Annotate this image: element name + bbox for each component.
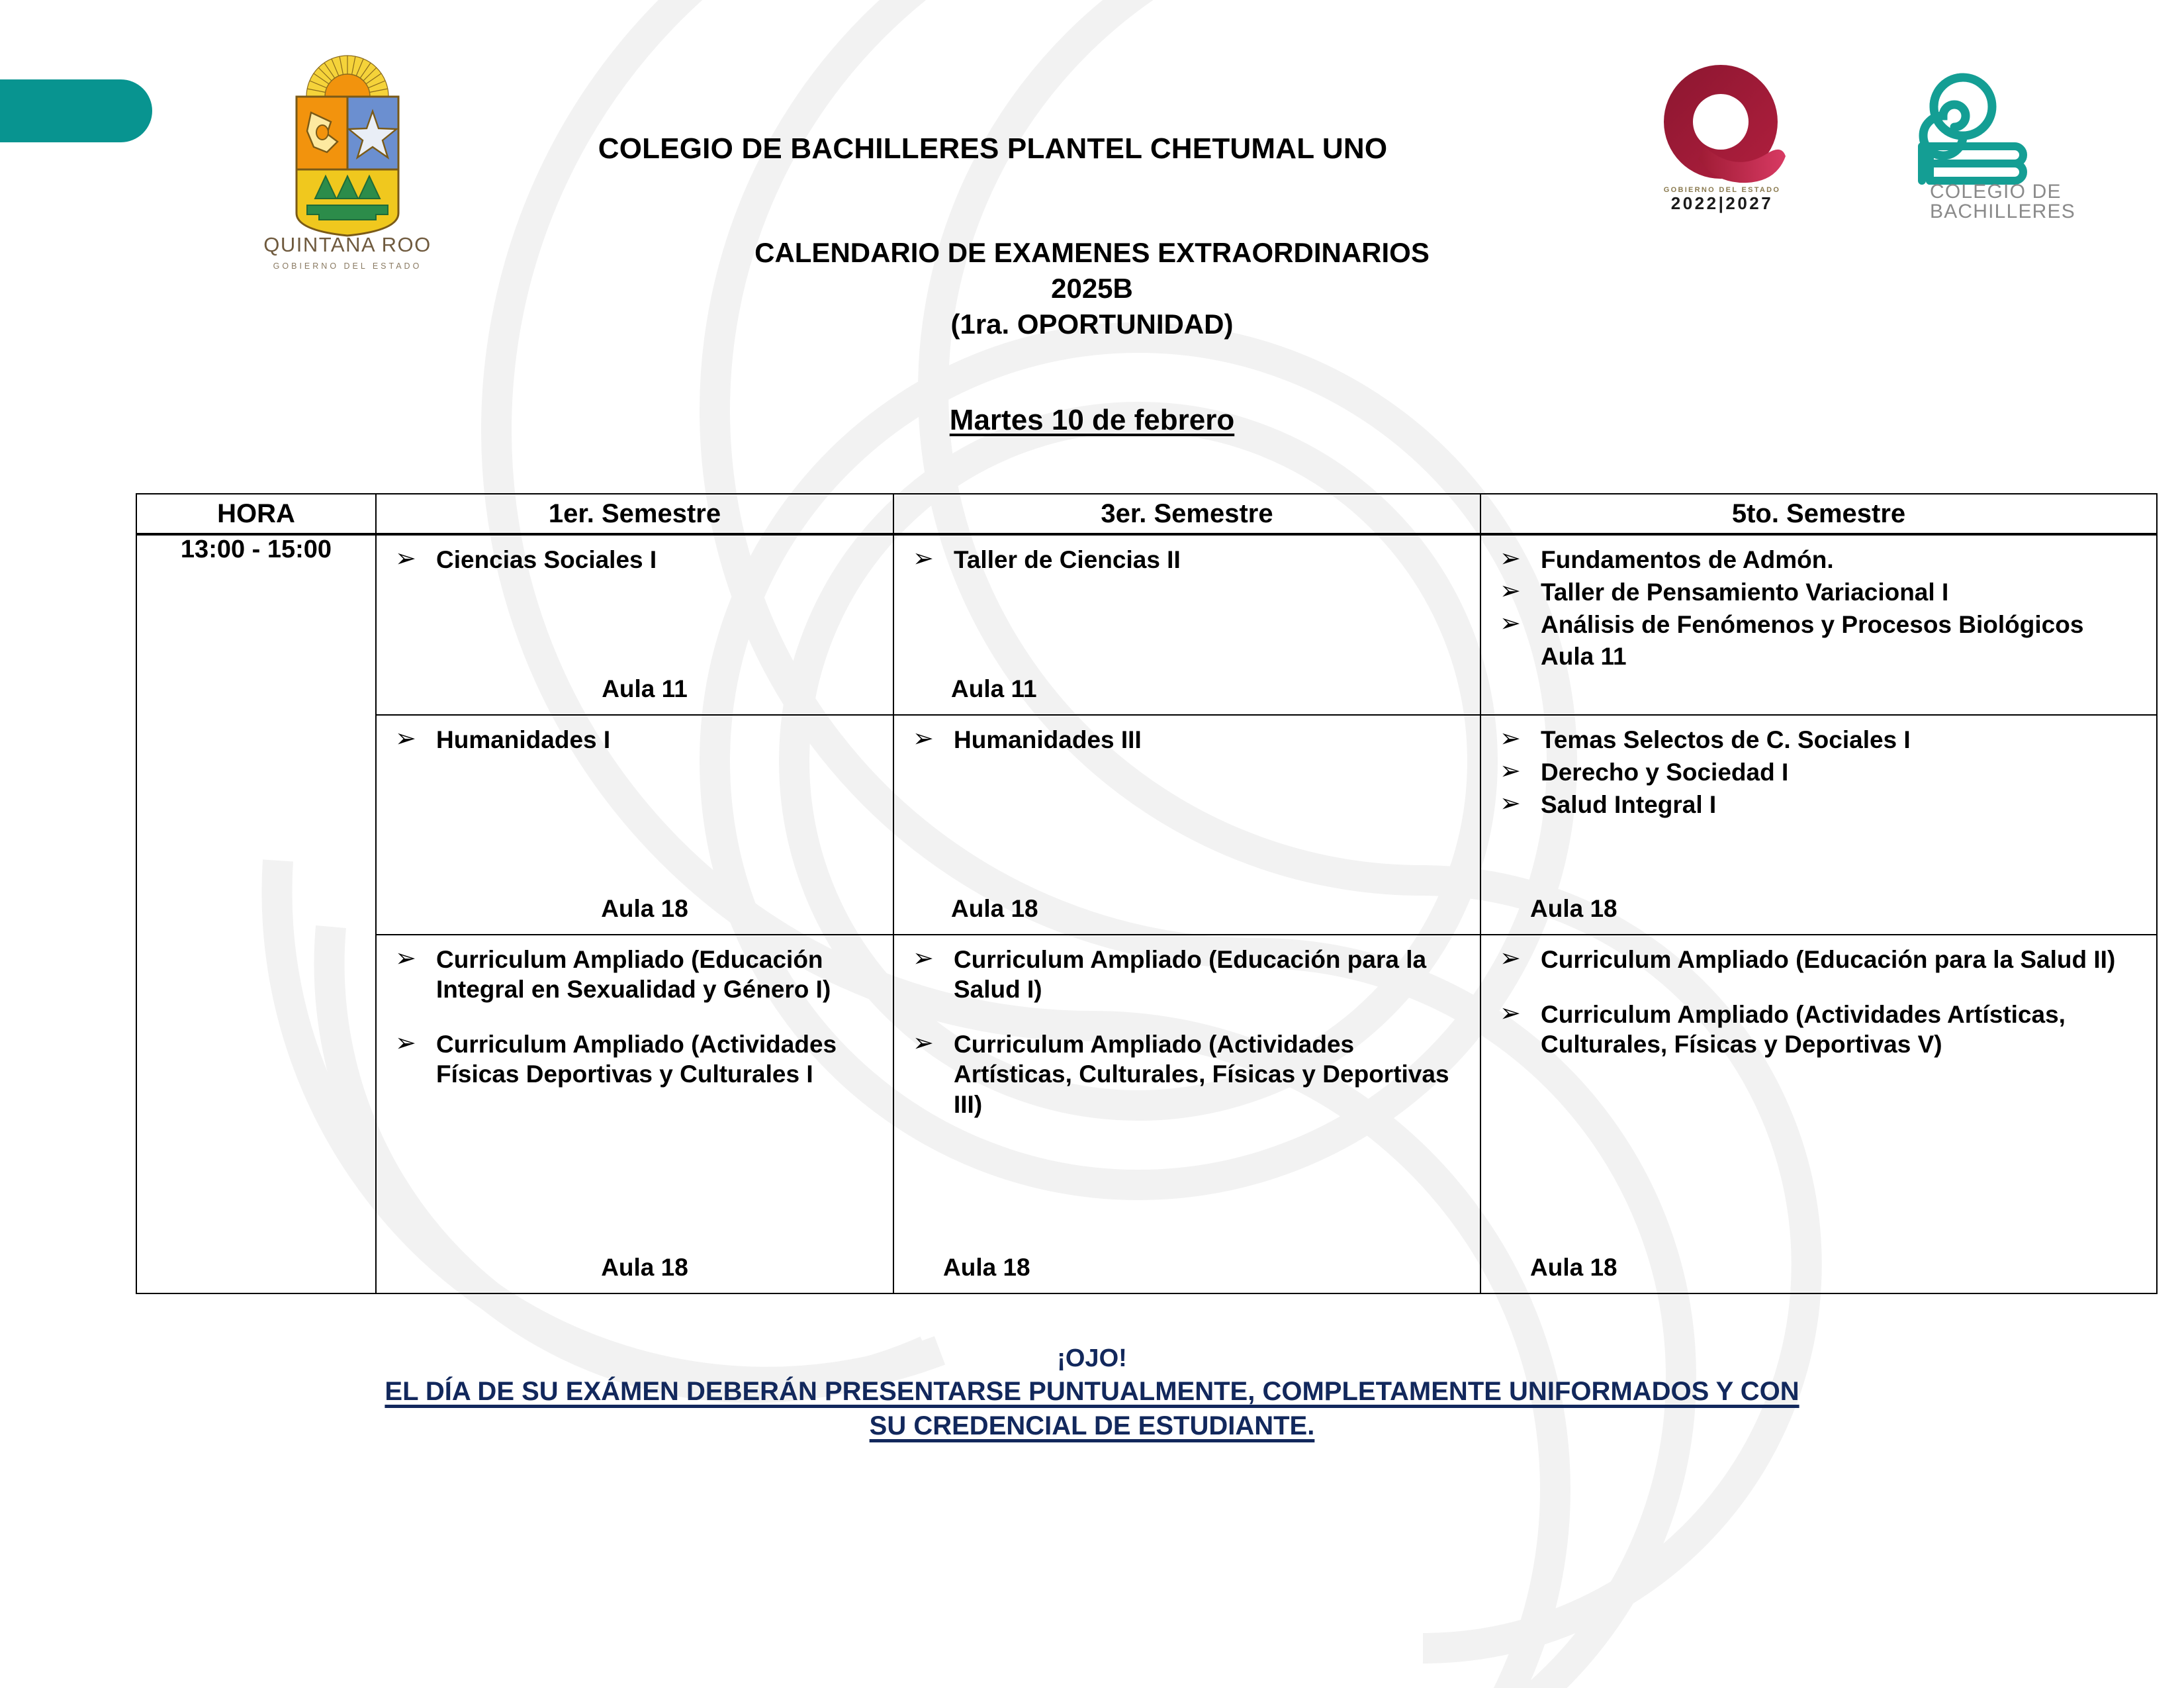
subject-label: Humanidades I [436,726,611,753]
classroom-label: Aula 11 [1541,643,1627,671]
arrow-bullet-icon: ➢ [1500,577,1521,606]
cobach-logo-line1: COLEGIO DE [1930,181,2062,203]
subject-list [905,945,1469,1119]
cell-row2-sem5 [1480,715,2157,935]
list-item [1492,725,2146,755]
subject-label: Curriculum Ampliado (Educación Integral en Sexualidad y Género I) [436,946,831,1004]
qroo-logo-subtitle: GOBIERNO DEL ESTADO [273,261,422,271]
cell-row2-sem3 [893,715,1480,935]
subject-label: Curriculum Ampliado (Educación para la Salud I) [954,946,1427,1004]
arrow-bullet-icon: ➢ [395,1029,416,1058]
subject-list [905,545,1469,575]
subject-label: Curriculum Ampliado (Actividades Artísticas, Culturales, Físicas y Deportivas III) [954,1031,1449,1118]
subject-label: Taller de Ciencias II [954,546,1181,573]
subject-list [387,725,882,755]
arrow-bullet-icon: ➢ [1500,1000,1521,1028]
table-row [136,935,2157,1293]
subject-label: Salud Integral I [1541,791,1717,819]
classroom-label: Aula 18 [1530,894,1617,922]
subject-label: Derecho y Sociedad I [1541,759,1789,786]
classroom-label: Aula 18 [601,1253,688,1281]
table-row [136,715,2157,935]
classroom-label: Aula 18 [601,894,688,922]
subject-label: Fundamentos de Admón. [1541,546,1834,573]
table-header-row [136,494,2157,534]
warning-line-1: EL DÍA DE SU EXÁMEN DEBERÁN PRESENTARSE PUNTUALMENTE, COMPLETAMENTE UNIFORMADOS Y CON [385,1376,1799,1406]
list-item [1492,790,2146,820]
list-item [387,545,882,575]
quintana-roo-logo [245,33,450,271]
subject-list [1492,945,2146,1059]
classroom-label: Aula 11 [951,675,1037,702]
column-header-hora: HORA [136,494,376,534]
qroo-logo-name: QUINTANA ROO [263,233,432,256]
arrow-bullet-icon: ➢ [913,1029,934,1058]
cell-row3-sem3 [893,935,1480,1293]
arrow-bullet-icon: ➢ [1500,725,1521,753]
subject-list [1492,545,2146,639]
list-item [387,725,882,755]
table-row [136,534,2157,715]
exam-date-text: Martes 10 de febrero [949,404,1235,436]
list-item [387,945,882,1004]
subject-label: Temas Selectos de C. Sociales I [1541,726,1911,753]
title-line-3: (1ra. OPORTUNIDAD) [950,308,1234,340]
list-item [905,945,1469,1004]
gob-logo-caption: GOBIERNO DEL ESTADO [1663,186,1781,194]
arrow-bullet-icon: ➢ [1500,790,1521,818]
title-line-1: CALENDARIO DE EXAMENES EXTRAORDINARIOS [754,237,1430,268]
list-item [1492,945,2146,974]
column-header-semestre-3: 3er. Semestre [893,494,1480,534]
page-title: COLEGIO DE BACHILLERES PLANTEL CHETUMAL UNO [598,132,1388,165]
cell-row3-sem5 [1480,935,2157,1293]
subject-list [1492,725,2146,820]
classroom-label: Aula 18 [1530,1253,1617,1281]
subject-list [387,545,882,575]
cell-row3-sem1 [376,935,893,1293]
subject-label: Curriculum Ampliado (Actividades Artísticas, Culturales, Físicas y Deportivas V) [1541,1001,2066,1058]
classroom-label: Aula 18 [951,894,1038,922]
cobach-logo-line2: BACHILLERES [1930,201,2075,222]
arrow-bullet-icon: ➢ [1500,545,1521,573]
subject-label: Taller de Pensamiento Variacional I [1541,579,1949,606]
attention-label: ¡OJO! [1057,1344,1127,1372]
list-item [387,1029,882,1089]
cell-row2-sem1 [376,715,893,935]
subject-label: Humanidades III [954,726,1142,753]
title-block [0,235,2184,342]
classroom-label: Aula 18 [943,1253,1030,1281]
list-item [1492,577,2146,607]
subject-label: Ciencias Sociales I [436,546,657,573]
list-item [1492,1000,2146,1059]
subject-label: Análisis de Fenómenos y Procesos Biológicos [1541,611,2084,639]
list-item [1492,545,2146,575]
arrow-bullet-icon: ➢ [1500,757,1521,786]
column-header-semestre-5: 5to. Semestre [1480,494,2157,534]
list-item [1492,610,2146,639]
arrow-bullet-icon: ➢ [1500,945,1521,972]
footer-notice [0,1344,2184,1444]
cell-row1-sem5 [1480,534,2157,715]
list-item [905,725,1469,755]
time-slot-cell: 13:00 - 15:00 [136,534,376,1293]
title-line-2: 2025B [1051,272,1133,304]
cell-row1-sem1 [376,534,893,715]
arrow-bullet-icon: ➢ [395,545,416,573]
list-item [1492,757,2146,787]
arrow-bullet-icon: ➢ [395,945,416,972]
gob-logo-years: 2022|2027 [1670,193,1774,213]
subject-label: Curriculum Ampliado (Actividades Físicas Deportivas y Culturales I [436,1031,837,1088]
gobierno-estado-logo [1648,60,1820,212]
list-item [905,1029,1469,1119]
arrow-bullet-icon: ➢ [395,725,416,753]
arrow-bullet-icon: ➢ [913,945,934,972]
subject-label: Curriculum Ampliado (Educación para la Salud II) [1541,946,2116,973]
arrow-bullet-icon: ➢ [1500,610,1521,638]
arrow-bullet-icon: ➢ [913,545,934,573]
column-header-semestre-1: 1er. Semestre [376,494,893,534]
arrow-bullet-icon: ➢ [913,725,934,753]
classroom-label: Aula 11 [602,675,688,702]
list-item [905,545,1469,575]
subject-list [905,725,1469,755]
exam-schedule-table [136,493,2158,1294]
warning-line-2: SU CREDENCIAL DE ESTUDIANTE. [869,1411,1315,1441]
colegio-bachilleres-logo [1873,63,2111,222]
subject-list [387,945,882,1090]
exam-date [0,404,2184,437]
cell-row1-sem3 [893,534,1480,715]
